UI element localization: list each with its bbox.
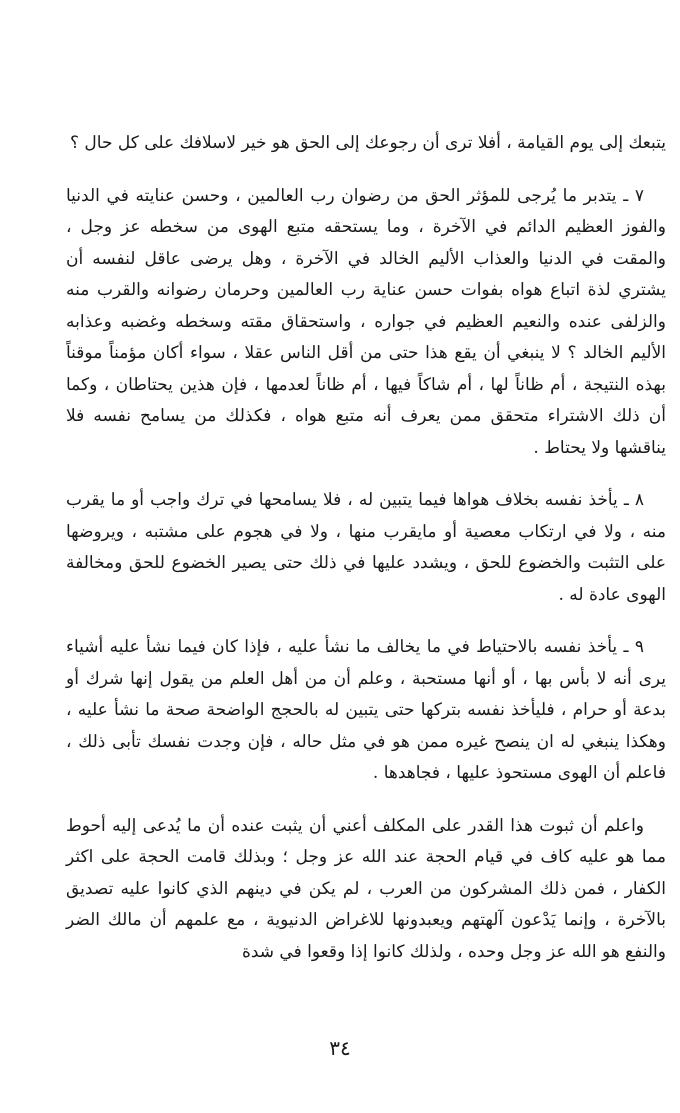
page-body <box>66 128 666 968</box>
paragraph-continuation: يتبعك إلى يوم القيامة ، أفلا ترى أن رجوعك إلى الحق هو خير لاسلافك على كل حال ؟ <box>69 133 666 153</box>
paragraph-point-9: ٩ ـ يأخذ نفسه بالاحتياط في ما يخالف ما نشأ عليه ، فإذا كان فيما نشأ عليه أشياء يرى أنه لا بأس بها ، أو أنها مستحبة ، وعلم أن من أهل العلم من يقول إنها شرك أو بدعة أو حرام ، فليأخذ نفسه بتركها حتى يتبين له بالحجج الواضحة صحة ما نشأ عليه ، وهكذا ينبغي له ان ينصح غيره ممن هو في مثل حاله ، فإن وجدت نفسك تأبى ذلك ، فاعلم أن الهوى مستحوذ عليها ، فجاهدها . <box>66 637 666 783</box>
paragraph-point-8: ٨ ـ يأخذ نفسه بخلاف هواها فيما يتبين له ، فلا يسامحها في ترك واجب أو ما يقرب منه ، ولا في ارتكاب معصية أو مايقرب منها ، ولا في هجوم على مشتبه ، ويروضها على التثبت والخضوع للحق ، ويشدد عليها في ذلك حتى يصير الخضوع للحق ومخالفة الهوى عادة له . <box>66 490 666 605</box>
paragraph-point-7: ٧ ـ يتدبر ما يُرجى للمؤثر الحق من رضوان رب العالمين ، وحسن عنايته في الدنيا والفوز العظيم الدائم في الآخرة ، وما يستحقه متبع الهوى من سخطه عز وجل ، والمقت في الدنيا والعذاب الأليم الخالد في الآخرة ، وهل يرضى عاقل لنفسه أن يشتري لذة اتباع هواه بفوات حسن عناية رب العالمين وحرمان رضوانه والقرب منه والزلفى عنده والنعيم العظيم في جواره ، واستحقاق مقته وسخطه وغضبه وعذابه الأليم الخالد ؟ لا ينبغي أن يقع هذا حتى من أقل الناس عقلا ، سواء أكان مؤمناً موقناً بهذه النتيجة ، أم ظاناً لها ، أم شاكاً فيها ، أم ظاناً لعدمها ، فإن هذين يحتاطان ، وكما أن ذلك الاشتراء متحقق ممن يعرف أنه متبع هواه ، فكذلك من يسامح نفسه فلا يناقشها ولا يحتاط . <box>66 185 666 458</box>
paragraph-conclusion: واعلم أن ثبوت هذا القدر على المكلف أعني أن يثبت عنده أن ما يُدعى إليه أحوط مما هو عليه كاف في قيام الحجة عند الله عز وجل ؛ وبذلك قامت الحجة على اكثر الكفار ، فمن ذلك المشركون من العرب ، لم يكن في دينهم الذي كانوا عليه تصديق بالآخرة ، وإنما يَدْعون آلهتهم ويعبدونها للاغراض الدنيوية ، مع علمهم أن مالك الضر والنفع هو الله عز وجل وحده ، ولذلك كانوا إذا وقعوا في شدة <box>66 815 666 962</box>
page-number: ٣٤ <box>329 1036 351 1060</box>
